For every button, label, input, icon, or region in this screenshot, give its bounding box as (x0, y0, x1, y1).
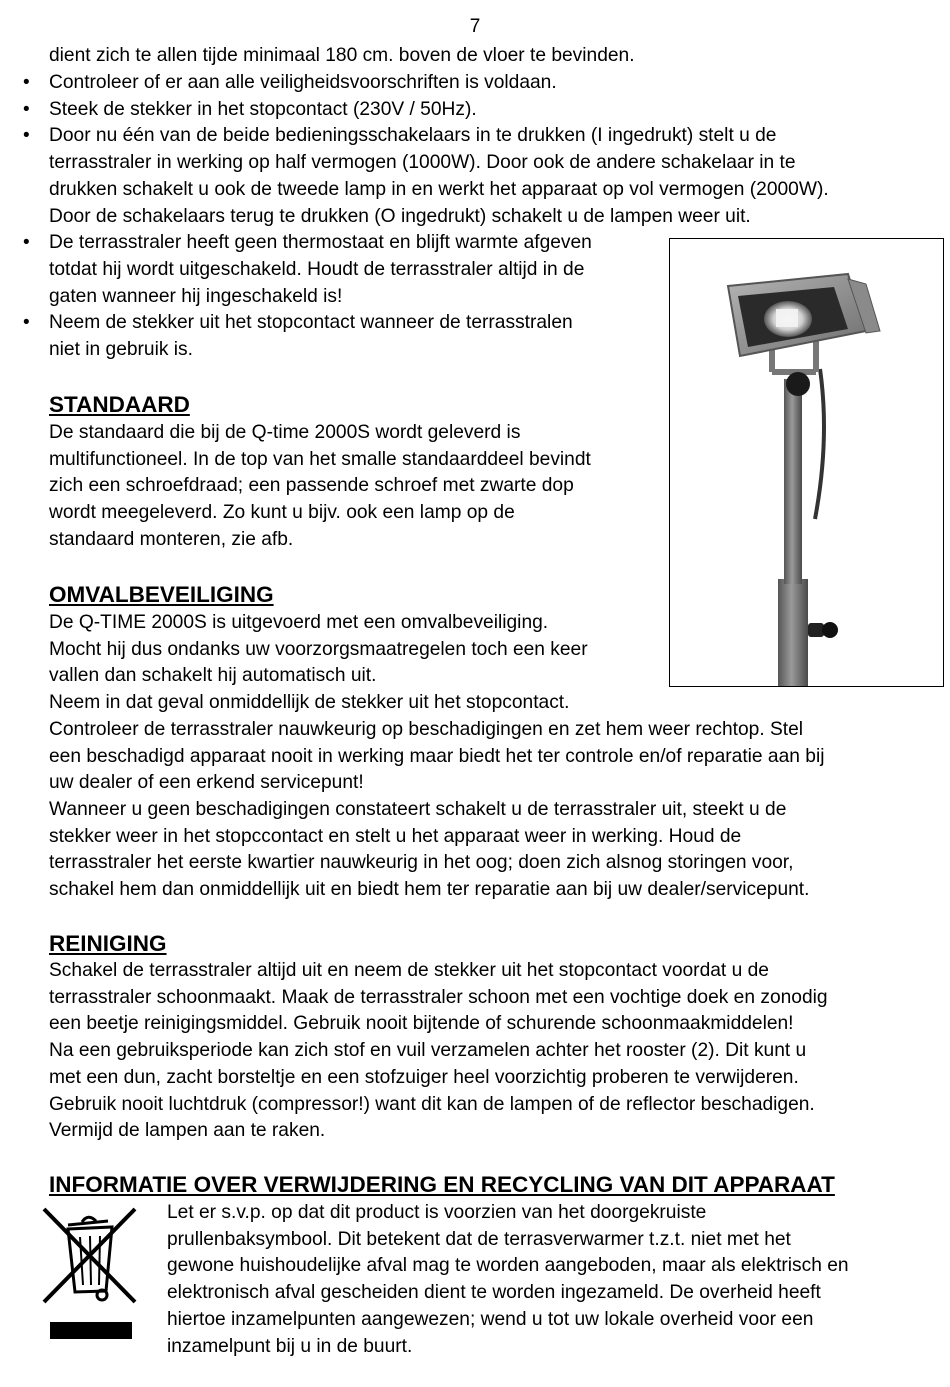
section-body-standaard (49, 420, 591, 554)
text-line: inzamelpunt bij u in de buurt. (167, 1335, 413, 1357)
text-line: standaard monteren, zie afb. (49, 528, 294, 550)
text-line: terrasstraler in werking op half vermogen (1000W). Door ook de andere schakelaar in te (49, 152, 796, 174)
text-line: totdat hij wordt uitgeschakeld. Houdt de terrasstraler altijd in de (49, 258, 585, 280)
text-line: Gebruik nooit luchtdruk (compressor!) want dit kan de lampen of de reflector beschadigen. (49, 1093, 815, 1115)
text-line: stekker weer in het stopccontact en stelt u het apparaat weer in werking. Houd de (49, 825, 742, 847)
text-line: De Q-TIME 2000S is uitgevoerd met een omvalbeveiliging. (49, 612, 549, 633)
page-number: 7 (469, 16, 481, 37)
bullet-item (49, 97, 829, 124)
text-line: terrasstraler schoonmaakt. Maak de terrasstraler schoon met een vochtige doek en zonodig (49, 986, 828, 1008)
bullet-item (49, 70, 829, 97)
text-line: Controleer de terrasstraler nauwkeurig op beschadigingen en zet hem weer rechtop. Stel (49, 718, 804, 740)
section-heading-omvalbeveiliging: OMVALBEVEILIGING (49, 582, 274, 607)
product-photo (669, 238, 944, 687)
continuation-line: dient zich te allen tijde minimaal 180 cm. boven de vloer te bevinden. (49, 45, 635, 66)
text-line: gewone huishoudelijke afval mag te worden aangeboden, maar als elektrisch en (167, 1255, 849, 1277)
text-line: elektronisch afval gescheiden dient te worden ingezameld. De overheid heeft (167, 1282, 821, 1304)
text-line: zich een schroefdraad; een passende schroef met zwarte dop (49, 475, 574, 497)
text-line: met een dun, zacht borsteltje en een stofzuiger heel voorzichtig proberen te verwijderen. (49, 1066, 799, 1088)
text-line: hiertoe inzamelpunten aangewezen; wend u tot uw lokale overheid voor een (167, 1308, 814, 1330)
text-line: • De terrasstraler heeft geen thermostaat en blijft warmte afgeven (49, 232, 592, 254)
text-line: een beetje reinigingsmiddel. Gebruik nooit bijtende of schurende schoonmaakmiddelen! (49, 1013, 794, 1035)
text-line: Na een gebruiksperiode kan zich stof en vuil verzamelen achter het rooster (2). Dit kunt u (49, 1040, 807, 1062)
text-line: • Neem de stekker uit het stopcontact wanneer de terrasstralen (49, 312, 573, 334)
section-heading-reiniging: REINIGING (49, 931, 167, 956)
section-heading-standaard: STANDAARD (49, 392, 190, 417)
text-line: Door de schakelaars terug te drukken (O ingedrukt) schakelt u de lampen weer uit. (49, 205, 751, 227)
crossed-bin-icon (42, 1207, 138, 1342)
text-line: Mocht hij dus ondanks uw voorzorgsmaatregelen toch een keer (49, 638, 588, 660)
text-line: • Controleer of er aan alle veiligheidsvoorschriften is voldaan. (49, 72, 557, 93)
text-line: Let er s.v.p. op dat dit product is voorzien van het doorgekruiste (167, 1202, 707, 1223)
text-line: • Steek de stekker in het stopcontact (230V / 50Hz). (49, 98, 477, 120)
text-line: prullenbaksymbool. Dit betekent dat de terrasverwarmer t.z.t. niet met het (167, 1228, 791, 1250)
text-line: Schakel de terrasstraler altijd uit en neem de stekker uit het stopcontact voordat u de (49, 960, 769, 981)
bullet-item (49, 123, 829, 230)
text-line: Vermijd de lampen aan te raken. (49, 1120, 326, 1142)
section-body-reiniging (49, 958, 828, 1145)
text-line: uw dealer of een erkend servicepunt! (49, 772, 364, 794)
text-line: gaten wanneer hij ingeschakeld is! (49, 285, 343, 307)
text-line: drukken schakelt u ook de tweede lamp in en werkt het apparaat op vol vermogen (2000W). (49, 178, 829, 200)
text-line: wordt meegeleverd. Zo kunt u bijv. ook een lamp op de (49, 502, 515, 524)
text-line: vallen dan schakelt hij automatisch uit. (49, 665, 377, 687)
text-line: Wanneer u geen beschadigingen constateert schakelt u de terrasstraler uit, steekt u de (49, 798, 787, 820)
text-line: De standaard die bij de Q-time 2000S wordt geleverd is (49, 422, 521, 443)
text-line: terrasstraler het eerste kwartier nauwkeurig in het oog; doen zich alsnog storingen voor, (49, 852, 794, 874)
text-line: een beschadigd apparaat nooit in werking maar biedt het ter controle en/of reparatie aan bij (49, 745, 825, 767)
text-line: schakel hem dan onmiddellijk uit en biedt hem ter reparatie aan bij uw dealer/servicepunt. (49, 879, 810, 901)
section-body-recycling (167, 1200, 849, 1360)
text-line: • Door nu één van de beide bedieningsschakelaars in te drukken (I ingedrukt) stelt u de (49, 125, 777, 147)
section-heading-recycling: INFORMATIE OVER VERWIJDERING EN RECYCLING VAN DIT APPARAAT (49, 1172, 835, 1197)
text-line: niet in gebruik is. (49, 339, 193, 361)
text-line: multifunctioneel. In de top van het smalle standaarddeel bevindt (49, 448, 591, 470)
text-line: Neem in dat geval onmiddellijk de stekker uit het stopcontact. (49, 692, 570, 714)
